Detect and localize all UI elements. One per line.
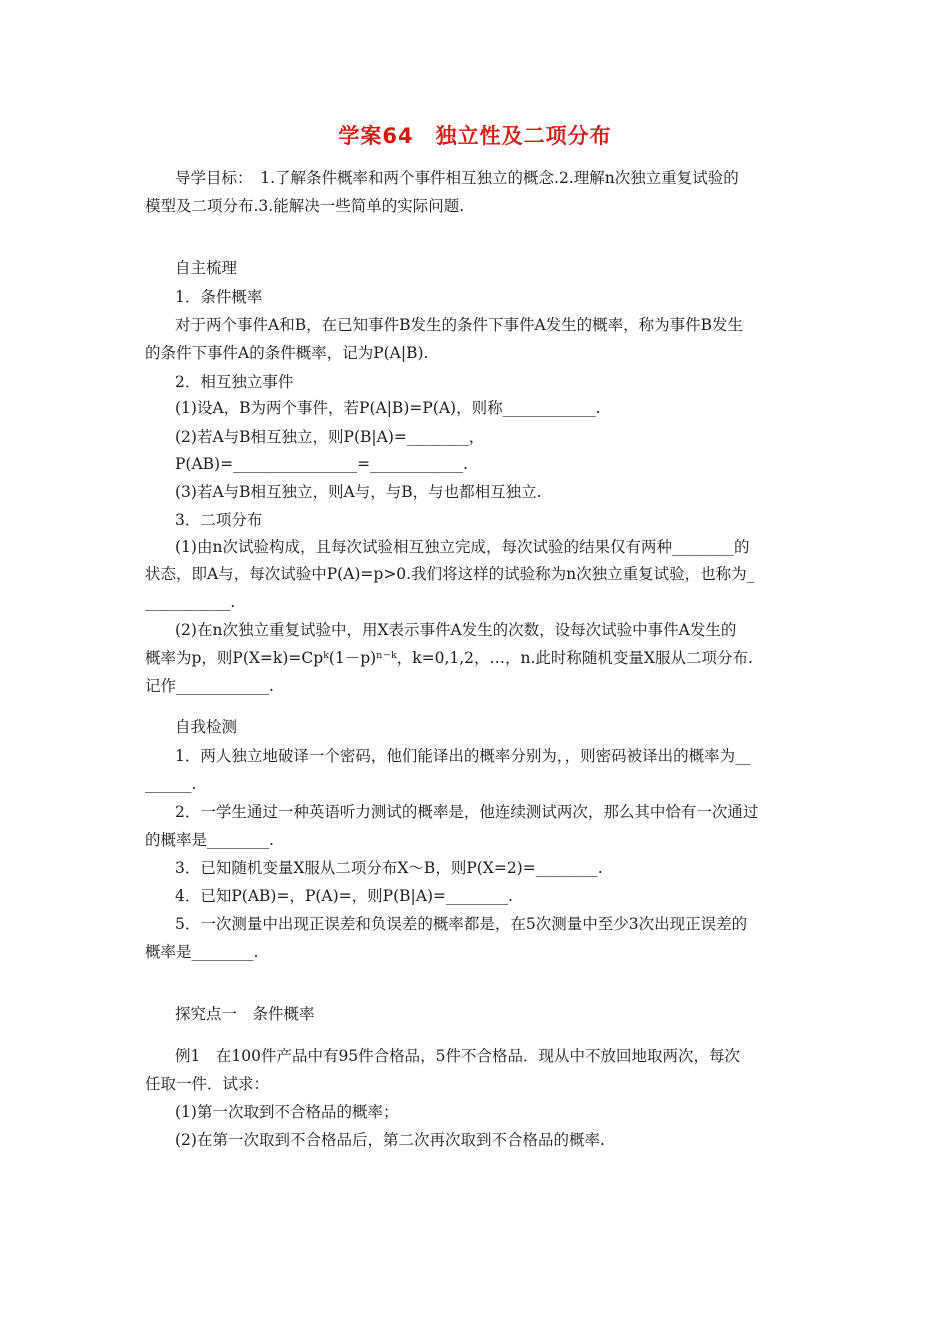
text-line: 3．二项分布 [175,511,263,529]
text-line: 1．两人独立地破译一个密码，他们能译出的概率分别为，，则密码被译出的概率为__ [175,747,751,765]
text-line: 的条件下事件A的条件概率，记为P(A|B). [145,344,429,362]
text-line: 4．已知P(AB)=，P(A)=，则P(B|A)=________. [175,887,513,905]
text-line: 2．相互独立事件 [175,373,294,391]
page-title: 学案64 独立性及二项分布 [338,124,612,148]
text-line: 导学目标： 1.了解条件概率和两个事件相互独立的概念.2.理解n次独立重复试验的 [175,169,739,187]
text-line: 自我检测 [175,718,238,736]
text-line: 记作____________. [145,677,274,695]
text-line: (1)设A，B为两个事件，若P(A|B)=P(A)，则称____________. [175,399,601,417]
text-line: 概率为p，则P(X=k)=Cpᵏ(1－p)ⁿ⁻ᵏ，k=0,1,2，…，n.此时称随机变量X服从二项分布. [145,649,753,667]
text-line: 任取一件．试求： [145,1075,270,1093]
text-line: (2)若A与B相互独立，则P(B|A)=________， [175,428,485,446]
text-line: 状态，即A与，每次试验中P(A)=p>0.我们将这样的试验称为n次独立重复试验，也称为_ [145,565,755,583]
text-line: 2．一学生通过一种英语听力测试的概率是，他连续测试两次，那么其中恰有一次通过 [175,803,759,821]
text-line: 3．已知随机变量X服从二项分布X～B，则P(X=2)=________. [175,859,603,877]
text-line: (3)若A与B相互独立，则A与，与B，与也都相互独立. [175,483,542,501]
text-line: 1．条件概率 [175,288,263,306]
text-line: (1)第一次取到不合格品的概率； [175,1103,399,1121]
text-line: ______. [145,775,197,793]
text-line: P(AB)=________________=____________. [175,455,469,473]
text-line: (2)在第一次取到不合格品后，第二次再次取到不合格品的概率. [175,1131,605,1149]
text-line: 探究点一 条件概率 [175,1005,315,1023]
text-line: (2)在n次独立重复试验中，用X表示事件A发生的次数，设每次试验中事件A发生的 [175,621,737,639]
text-line: (1)由n次试验构成，且每次试验相互独立完成，每次试验的结果仅有两种________的 [175,538,750,556]
text-line: 概率是________. [145,943,259,961]
text-line: 模型及二项分布.3.能解决一些简单的实际问题. [145,197,465,215]
text-line: 的概率是________. [145,831,274,849]
text-line: 5．一次测量中出现正误差和负误差的概率都是，在5次测量中至少3次出现正误差的 [175,915,748,933]
text-line: 对于两个事件A和B，在已知事件B发生的条件下事件A发生的概率，称为事件B发生 [175,316,744,334]
text-line: ___________. [145,593,236,611]
text-line: 例1 在100件产品中有95件合格品，5件不合格品．现从中不放回地取两次，每次 [175,1047,741,1065]
text-line: 自主梳理 [175,259,238,277]
